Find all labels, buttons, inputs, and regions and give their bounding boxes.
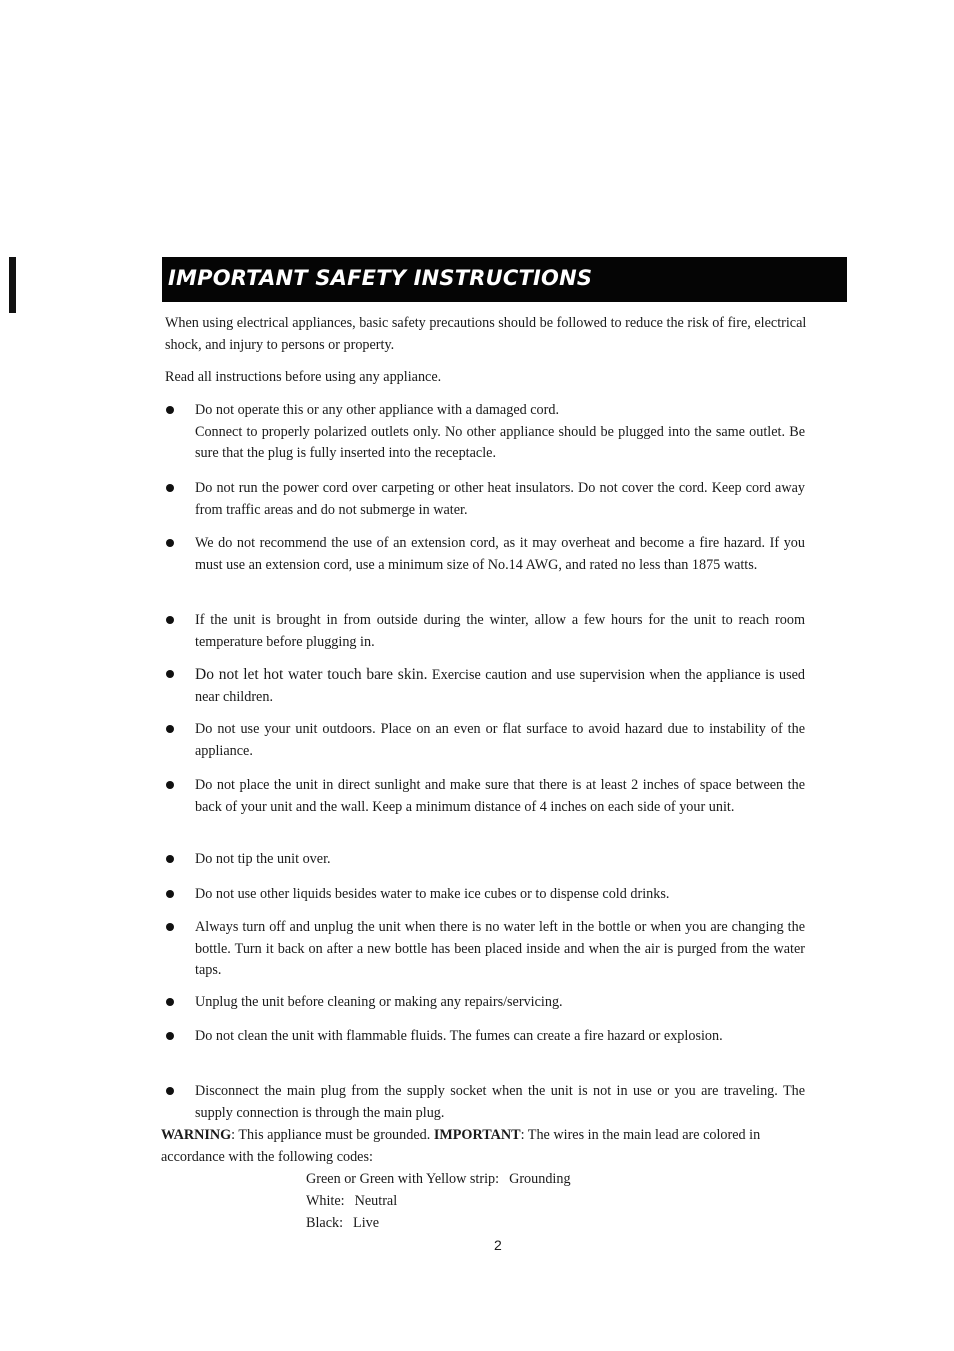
bullet-dot-icon <box>166 855 174 863</box>
intro-paragraph: When using electrical appliances, basic safety precautions should be followed to reduce the risk of fire, electrical shock, and injury to persons or property. <box>165 315 807 353</box>
wire-color-codes <box>306 1168 571 1234</box>
code-color: Black: <box>306 1215 344 1231</box>
bullet-body-text: Do not use your unit outdoors. Place on an even or flat surface to avoid hazard due to instability of the appliance. <box>195 721 805 759</box>
important-text: : The wires in the main lead are colored in accordance with the following codes: <box>161 1127 761 1165</box>
title-banner <box>162 257 847 302</box>
bullet-text <box>195 610 805 653</box>
bullet-dot-icon <box>166 923 174 931</box>
bullet-text <box>195 884 805 906</box>
page-number: 2 <box>494 1237 502 1253</box>
bullet-body-text: Exercise caution and use supervision when the appliance is used near children. <box>195 667 805 705</box>
bullet-text <box>195 664 805 708</box>
bullet-body-text: Disconnect the main plug from the supply socket when the unit is not in use or you are traveling. The supply connection is through the main plug. <box>195 1083 805 1121</box>
bullet-text <box>195 992 805 1014</box>
bullet-dot-icon <box>166 781 174 789</box>
code-row-grounding <box>306 1168 571 1190</box>
bullet-dot-icon <box>166 539 174 547</box>
bullet-dot-icon <box>166 670 174 678</box>
bullet-body-text: Unplug the unit before cleaning or making any repairs/servicing. <box>195 994 563 1010</box>
bullet-body-text: Do not place the unit in direct sunlight and make sure that there is at least 2 inches of space between the back of your unit and the wall. Keep a minimum distance of 4 inches on each side of your unit. <box>195 777 805 815</box>
bullet-dot-icon <box>166 725 174 733</box>
page-title: IMPORTANT SAFETY INSTRUCTIONS <box>168 266 593 290</box>
code-color: Green or Green with Yellow strip: <box>306 1171 500 1187</box>
bullet-dot-icon <box>166 616 174 624</box>
warning-text: : This appliance must be grounded. <box>231 1127 434 1143</box>
bullet-text <box>195 478 805 521</box>
bullet-text <box>195 1081 805 1124</box>
bullet-body-text: Do not tip the unit over. <box>195 851 331 867</box>
bullet-text <box>195 775 805 818</box>
bullet-dot-icon <box>166 998 174 1006</box>
bullet-dot-icon <box>166 890 174 898</box>
read-instructions-note: Read all instructions before using any appliance. <box>165 369 442 385</box>
code-meaning: Neutral <box>354 1193 398 1209</box>
bullet-text <box>195 533 805 576</box>
bullet-dot-icon <box>166 484 174 492</box>
code-color: White: <box>306 1193 345 1209</box>
bullet-body-text: We do not recommend the use of an extension cord, as it may overheat and become a fire hazard. If you must use an extension cord, use a minimum size of No.14 AWG, and rated no less than 1875 watts. <box>195 535 805 573</box>
bullet-dot-icon <box>166 1087 174 1095</box>
code-row-neutral <box>306 1190 571 1212</box>
code-row-live <box>306 1212 571 1234</box>
bullet-dot-icon <box>166 1032 174 1040</box>
important-label: IMPORTANT <box>433 1127 521 1143</box>
bullet-body-text: Do not run the power cord over carpeting or other heat insulators. Do not cover the cord. Keep cord away from traffic areas and do not submerge in water. <box>195 480 805 518</box>
bullet-body-text: Do not clean the unit with flammable fluids. The fumes can create a fire hazard or explosion. <box>195 1028 723 1044</box>
edge-registration-mark <box>9 257 16 313</box>
code-meaning: Live <box>353 1215 380 1231</box>
bullet-dot-icon <box>166 406 174 414</box>
warning-paragraph <box>161 1125 806 1168</box>
bullet-text <box>195 719 805 762</box>
bullet-body-text: Do not use other liquids besides water to make ice cubes or to dispense cold drinks. <box>195 886 670 902</box>
bullet-body-text: If the unit is brought in from outside during the winter, allow a few hours for the unit to reach room temperature before plugging in. <box>195 612 805 650</box>
bullet-lead-text: Do not let hot water touch bare skin. <box>195 666 428 683</box>
bullet-text <box>195 849 805 871</box>
warning-label: WARNING <box>161 1127 232 1143</box>
code-meaning: Grounding <box>509 1171 571 1187</box>
bullet-text <box>195 1026 805 1048</box>
bullet-text <box>195 917 805 982</box>
bullet-text <box>195 400 805 465</box>
bullet-body-text: Do not operate this or any other appliance with a damaged cord. Connect to properly polarized outlets only. No other appliance should be plugged into the same outlet. Be sure that the plug is fully inserted into the receptacle. <box>195 402 805 461</box>
bullet-body-text: Always turn off and unplug the unit when there is no water left in the bottle or when you are changing the bottle. Turn it back on after a new bottle has been placed inside and when the air is purged from the water taps. <box>195 919 805 978</box>
